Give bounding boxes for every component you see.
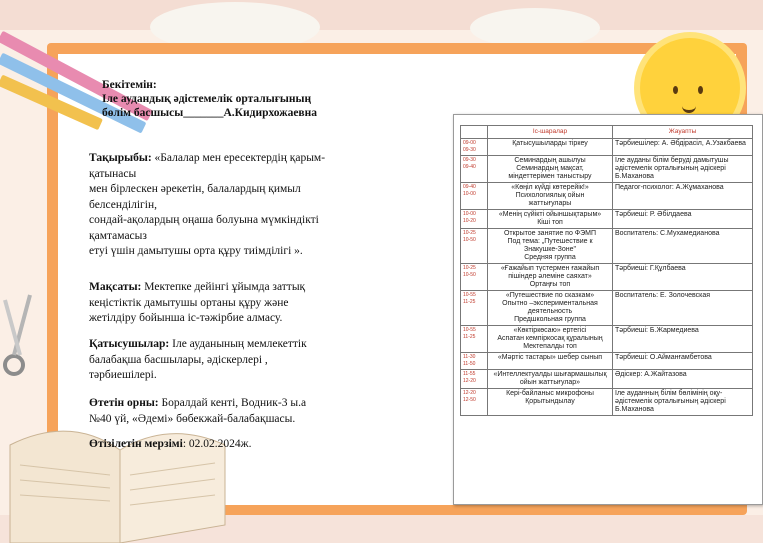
event-cell: «Көңіл күйді көтерейік!» Психологиялық ойын жаттығулары	[488, 183, 613, 210]
time-cell: 10-00 10-20	[461, 210, 488, 229]
table-row	[461, 389, 753, 416]
topic-line: сондай-ақолардың оңаша болуына мүмкіндікті	[89, 214, 319, 226]
date-section	[89, 437, 251, 453]
table-row	[461, 291, 753, 326]
event-cell: Открытое занятие по ФЭМП Под тема: „Путешествие к Знакушке-Зоне" Средняя группа	[488, 229, 613, 264]
goal-section	[89, 280, 305, 327]
event-cell: Семинардың ашылуы Семинардың мақсат, міндеттерімен таныстыру	[488, 156, 613, 183]
approval-line: Іле аудандық әдістемелік орталығының	[102, 93, 312, 105]
sun-eye-icon	[698, 86, 703, 94]
event-cell: Кері-байланыс микрофоны Қорытындылау	[488, 389, 613, 416]
table-row	[461, 370, 753, 389]
goal-label: Мақсаты:	[89, 281, 142, 293]
event-cell: Қатысушыларды тіркеу	[488, 139, 613, 156]
event-cell: «Менің сүйікті ойыншықтарым» Кіші топ	[488, 210, 613, 229]
topic-line: белсенділігін,	[89, 198, 157, 211]
goal-line: Мектепке дейінгі ұйымда заттық	[141, 281, 306, 293]
venue-line: Боралдай кенті, Водник-3 ы.а	[158, 397, 307, 409]
time-cell: 12-20 12-50	[461, 389, 488, 416]
responsible-cell: Воспитатель: С.Мухамедианова	[613, 229, 753, 264]
schedule-table	[460, 125, 753, 416]
responsible-header: Жауапты	[613, 126, 753, 139]
event-cell: «Көктіркөсаю» ертегісі Аспатан кемпіркосақ құралының Мектепалды топ	[488, 326, 613, 353]
responsible-cell: Тәрбиеші: О.Айманғамбетова	[613, 353, 753, 370]
time-cell: 10-55 11-25	[461, 326, 488, 353]
topic-line: етуі үшін дамытушы орта құру тиімділігі ».	[89, 245, 303, 257]
event-cell: «Ғажайып түстермен ғажайып пішіндер әлеміне саяхат» Ортаңғы топ	[488, 264, 613, 291]
time-cell: 09-30 09-40	[461, 156, 488, 183]
date-label: Өтізілетін мерзімі	[89, 438, 183, 450]
scissors-icon	[0, 285, 38, 380]
participants-line: Іле ауданының мемлекеттік	[169, 338, 307, 350]
table-row	[461, 326, 753, 353]
responsible-cell: Тәрбиеші: Г.Құлбаева	[613, 264, 753, 291]
participants-section	[89, 337, 307, 384]
goal-line: кеңістіктік дамытушы ортаны құру және	[89, 296, 289, 309]
responsible-cell: Іле ауданы білім беруді дамытушы әдістемелік орталығының әдіскері Б.Маханова	[613, 156, 753, 183]
responsible-cell: Тәрбиеші: Б.Жармедиева	[613, 326, 753, 353]
topic-line: мен бірлескен әрекетін, балалардың қимыл	[89, 183, 301, 195]
topic-label: Тақырыбы:	[89, 152, 152, 164]
table-row	[461, 183, 753, 210]
schedule-body	[461, 139, 753, 416]
time-cell: 09-40 10-00	[461, 183, 488, 210]
schedule-header-row	[461, 126, 753, 139]
table-row	[461, 229, 753, 264]
table-row	[461, 264, 753, 291]
event-cell: «Путешествие по сказкам» Опытно –экспериментальная деятельность Предшкольная группа	[488, 291, 613, 326]
participants-line: балабақша басшылары, әдіскерлері ,	[89, 353, 268, 366]
responsible-cell: Воспитатель: Е. Золочевская	[613, 291, 753, 326]
time-cell: 09-00 09-30	[461, 139, 488, 156]
time-cell: 10-25 10-50	[461, 229, 488, 264]
time-cell: 10-55 11-25	[461, 291, 488, 326]
venue-section	[89, 396, 306, 427]
event-cell: «Интеллектуалды шығармашылық ойын жаттығулар»	[488, 370, 613, 389]
goal-line: жетілдіру бойынша іс-тәжірбие алмасу.	[89, 312, 283, 324]
time-cell: 10-25 10-50	[461, 264, 488, 291]
topic-line: «Балалар мен ересектердің қарым-	[154, 152, 326, 164]
table-row	[461, 156, 753, 183]
time-cell: 11-30 11-50	[461, 353, 488, 370]
venue-label: Өтетін орны:	[89, 397, 159, 409]
responsible-cell: Іле ауданның білім бөлімінің оқу- әдістемелік орталығының әдіскері Б.Маханова	[613, 389, 753, 416]
table-row	[461, 139, 753, 156]
participants-label: Қатысушылар:	[89, 338, 170, 350]
time-cell: 11-55 12-20	[461, 370, 488, 389]
background-top-band	[0, 0, 763, 30]
event-cell: «Мәртіс тастары» шебер сынып	[488, 353, 613, 370]
cloud-decoration	[470, 8, 600, 48]
table-row	[461, 210, 753, 229]
topic-line: қатынасы	[89, 167, 137, 180]
responsible-cell: Әдіскер: А.Жайтазова	[613, 370, 753, 389]
date-value: : 02.02.2024ж.	[182, 438, 252, 450]
schedule-document	[453, 114, 763, 505]
topic-line: қамтамасыз	[89, 229, 147, 242]
approval-block	[102, 78, 317, 120]
venue-line: №40 үй, «Әдемі» бөбекжай-балабақшасы.	[89, 412, 296, 425]
responsible-cell: Педагог-психолог: А.Жұмаханова	[613, 183, 753, 210]
approval-line: бөлім басшысы_______А.Кидирхожаевна	[102, 107, 318, 119]
sun-eye-icon	[673, 86, 678, 94]
topic-section	[89, 151, 325, 260]
time-header	[461, 126, 488, 139]
approval-line: Бекітемін:	[102, 79, 157, 91]
responsible-cell: Тәрбиешілер: А. Әбдірасіл, А.Узакбаева	[613, 139, 753, 156]
table-row	[461, 353, 753, 370]
participants-line: тәрбиешілері.	[89, 369, 157, 381]
event-header: Іс-шаралар	[488, 126, 613, 139]
responsible-cell: Тәрбиеші: Р. Әбілдаева	[613, 210, 753, 229]
